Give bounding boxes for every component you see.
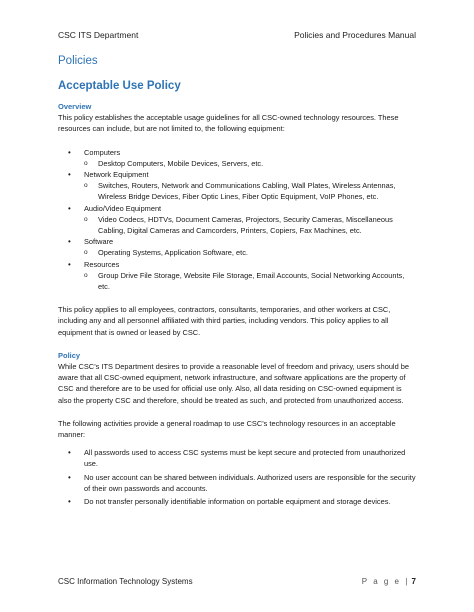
policy-paragraph-2: The following activities provide a general roadmap to use CSC’s technology resources in an acceptable manner: [58,418,396,440]
policy-heading: Policy [58,350,81,360]
overview-intro: This policy establishes the acceptable usage guidelines for all CSC-owned technology resources. These resources can include, but are not limited to, the following equipment: [58,113,399,134]
section-title-policies: Policies [58,55,98,67]
header-left: CSC ITS Department [58,30,139,40]
list-item [68,147,416,169]
header-right: Policies and Procedures Manual [294,30,416,40]
document-body [58,101,416,509]
list-item [68,169,416,203]
policy-paragraph-1: While CSC’s ITS Department desires to provide a reasonable level of freedom and privacy, users should be aware that all CSC-owned equipment, network infrastructure, and software applications are the property of CSC and therefore are to be used for official use only. Also, all data residing on CSC-owned equipment is also the property CSC and therefore, should be treated as such, and protected from unauthorized access. [58,362,409,405]
sub-list-item: o Video Codecs, HDTVs, Document Cameras, Projectors, Security Cameras, Miscellaneous Cabling, Digital Cameras and Camcorders, Printers, Copiers, Fax Machines, etc. [84,214,416,236]
list-item [68,259,416,293]
equipment-label: Computers [84,147,121,157]
sub-list-item: o Group Drive File Storage, Website File Storage, Email Accounts, Social Networking Accounts, etc. [84,270,416,292]
sub-list-item: o Desktop Computers, Mobile Devices, Servers, etc. [84,158,416,169]
section-title-acceptable-use: Acceptable Use Policy [58,80,181,92]
page-number: 7 [411,577,416,586]
list-item: • Do not transfer personally identifiable information on portable equipment and storage devices. [68,496,416,507]
sub-list-item: o Switches, Routers, Network and Communications Cabling, Wall Plates, Wireless Antennas, Wireless Bridge Devices, Fiber Optic Lines, Fiber Optic Equipment, VoIP Phones, etc. [84,180,416,202]
policy-bullet-list [68,447,416,507]
list-item [68,203,416,237]
overview-outro: This policy applies to all employees, contractors, consultants, temporaries, and other workers at CSC, including any and all personnel affiliated with third parties, including vendors. This policy applies to all equipment that is owned or leased by CSC. [58,305,391,337]
equipment-label: Resources [84,259,120,269]
footer-left: CSC Information Technology Systems [58,577,193,586]
page-header [58,30,416,40]
overview-heading: Overview [58,102,92,111]
page-footer [58,577,416,586]
list-item: • No user account can be shared between individuals. Authorized users are responsible for the security of their own passwords and accounts. [68,472,416,494]
equipment-label: Audio/Video Equipment [84,203,162,213]
page-number-block [362,577,416,586]
equipment-list [68,147,416,293]
page-label: P a g e | [361,577,410,586]
list-item [68,236,416,258]
sub-list-item: o Operating Systems, Application Software, etc. [84,247,416,258]
list-item: • All passwords used to access CSC systems must be kept secure and protected from unauthorized use. [68,447,416,469]
equipment-label: Software [84,237,114,247]
equipment-label: Network Equipment [84,170,149,180]
